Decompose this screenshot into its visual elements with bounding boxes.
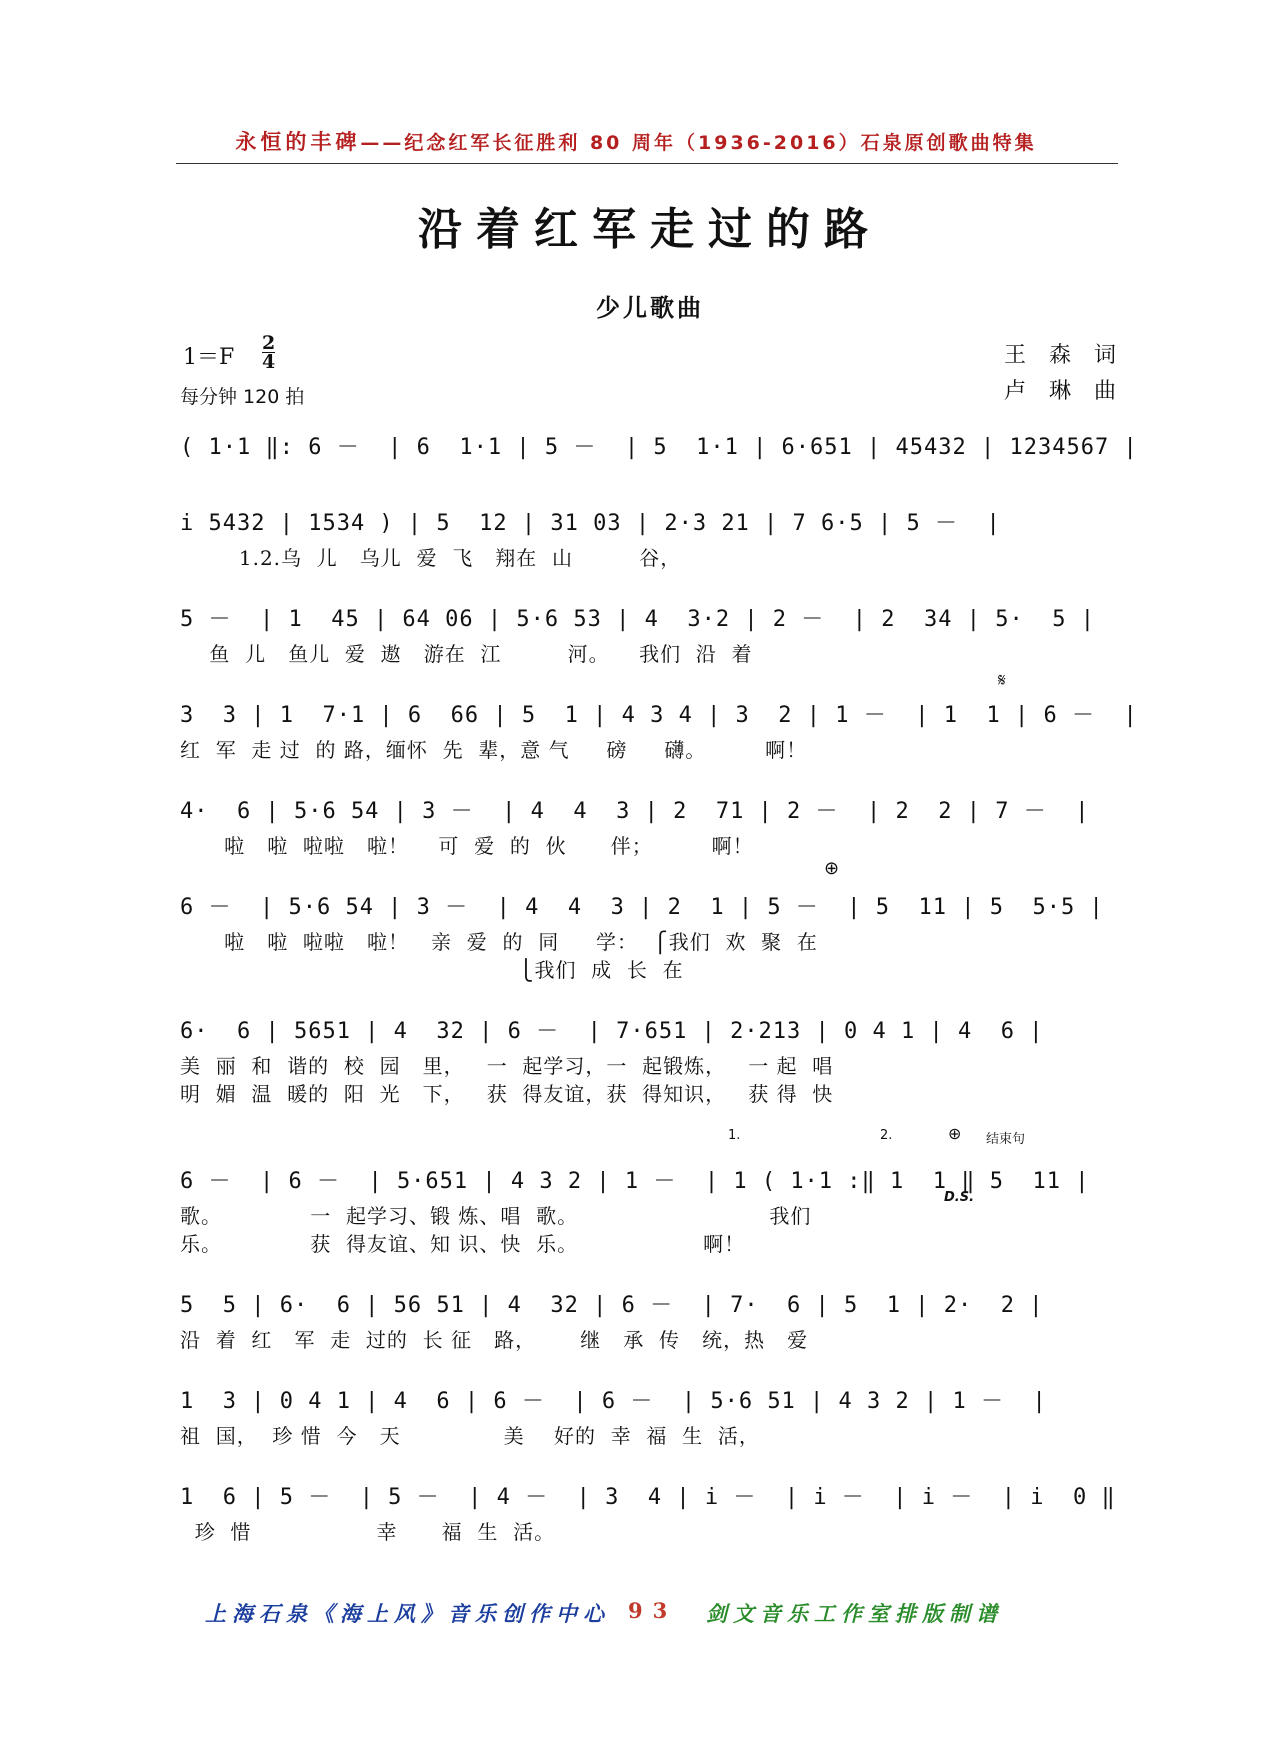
collection-series: 永恒的丰碑 xyxy=(235,130,361,154)
collection-subtitle: ——纪念红军长征胜利 80 周年（1936-2016）石泉原创歌曲特集 xyxy=(360,132,1037,154)
header-rule xyxy=(176,163,1118,164)
notation-line: 5 － | 1 45 | 64 06 | 5·6 53 | 4 3·2 | 2 － | 2 34 | 5· 5 | xyxy=(180,607,1095,632)
coda-mark: ⊕ xyxy=(824,858,840,879)
time-signature xyxy=(262,334,275,371)
notation-line: i 5432 | 1534 ) | 5 12 | 31 03 | 2·3 21 | 7 6·5 | 5 － | xyxy=(180,511,1001,536)
time-signature-denominator: 4 xyxy=(262,351,276,373)
lyric-line: 沿 着 红 军 走 过的 长 征 路， 继 承 传 统，热 爱 xyxy=(180,1328,809,1352)
lyricist-credit: 王 森 词 xyxy=(1004,343,1124,368)
lyric-line: 祖 国， 珍 惜 今 天 美 好的 幸 福 生 活， xyxy=(180,1424,760,1448)
lyric-line: 啦 啦 啦啦 啦！ 亲 爱 的 同 学： ⎧我们 欢 聚 在 xyxy=(180,930,818,954)
notation-line: ( 1·1 ‖: 6 － | 6 1·1 | 5 － | 5 1·1 | 6·651 | 45432 | 1234567 | xyxy=(180,435,1138,460)
lyric-line: 1.2.乌 儿 乌儿 爱 飞 翔在 山 谷， xyxy=(180,546,682,570)
lyric-line: 啦 啦 啦啦 啦！ 可 爱 的 伙 伴； 啊！ xyxy=(180,834,754,858)
notation-line: 1 6 | 5 － | 5 － | 4 － | 3 4 | i － | i － | i － | i 0 ‖ xyxy=(180,1485,1116,1510)
song-genre: 少儿歌曲 xyxy=(596,293,704,322)
segno-mark: 𝄋 xyxy=(998,670,1006,691)
collection-header xyxy=(0,126,1272,156)
notation-line: 6 － | 6 － | 5·651 | 4 3 2 | 1 － | 1 ( 1·1 :‖ 1 1 ‖ 5 11 | xyxy=(180,1169,1090,1194)
final-phrase-label: 结束句 xyxy=(986,1132,1026,1147)
footer-publisher: 上海石泉《海上风》音乐创作中心 xyxy=(205,1601,610,1626)
tempo-marking: 每分钟 120 拍 xyxy=(180,386,305,408)
first-ending-label: 1. xyxy=(728,1128,741,1143)
notation-line: 5 5 | 6· 6 | 56 51 | 4 32 | 6 － | 7· 6 | 5 1 | 2· 2 | xyxy=(180,1293,1044,1318)
lyric-line: 红 军 走 过 的 路，缅怀 先 辈，意 气 磅 礴。 啊！ xyxy=(180,738,808,762)
notation-line: 4· 6 | 5·6 54 | 3 － | 4 4 3 | 2 71 | 2 － | 2 2 | 7 － | xyxy=(180,799,1090,824)
dal-segno-mark: D.S. xyxy=(944,1190,975,1205)
footer-engraver: 剑文音乐工作室排版制谱 xyxy=(706,1601,1003,1626)
lyric-line: 珍 惜 幸 福 生 活。 xyxy=(180,1520,556,1544)
lyric-line: 美 丽 和 谐的 校 园 里， 一 起学习，一 起锻炼， 一 起 唱 xyxy=(180,1054,834,1078)
second-ending-label: 2. xyxy=(880,1128,893,1143)
song-title: 沿着红军走过的路 xyxy=(418,204,882,255)
coda-mark: ⊕ xyxy=(948,1124,962,1143)
lyric-line: ⎩我们 成 长 在 xyxy=(180,958,684,982)
time-signature-numerator: 2 xyxy=(262,332,276,354)
lyric-line: 明 媚 温 暖的 阳 光 下， 获 得友谊，获 得知识， 获 得 快 xyxy=(180,1082,834,1106)
notation-line: 6 － | 5·6 54 | 3 － | 4 4 3 | 2 1 | 5 － | 5 11 | 5 5·5 | xyxy=(180,895,1104,920)
key-signature: 1＝F xyxy=(183,345,235,370)
page-number: 93 xyxy=(628,1598,678,1623)
notation-line: 1 3 | 0 4 1 | 4 6 | 6 － | 6 － | 5·6 51 | 4 3 2 | 1 － | xyxy=(180,1389,1047,1414)
lyric-line: 乐。 获 得友谊、知 识、快 乐。 啊！ xyxy=(180,1232,746,1256)
lyric-line: 鱼 儿 鱼儿 爱 遨 游在 江 河。 我们 沿 着 xyxy=(180,642,753,666)
notation-line: 6· 6 | 5651 | 4 32 | 6 － | 7·651 | 2·213 | 0 4 1 | 4 6 | xyxy=(180,1019,1044,1044)
composer-credit: 卢 琳 曲 xyxy=(1004,379,1124,404)
lyric-line: 歌。 一 起学习、锻 炼、唱 歌。 我们 xyxy=(180,1204,812,1228)
notation-line: 3 3 | 1 7·1 | 6 66 | 5 1 | 4 3 4 | 3 2 | 1 － | 1 1 | 6 － | xyxy=(180,703,1138,728)
